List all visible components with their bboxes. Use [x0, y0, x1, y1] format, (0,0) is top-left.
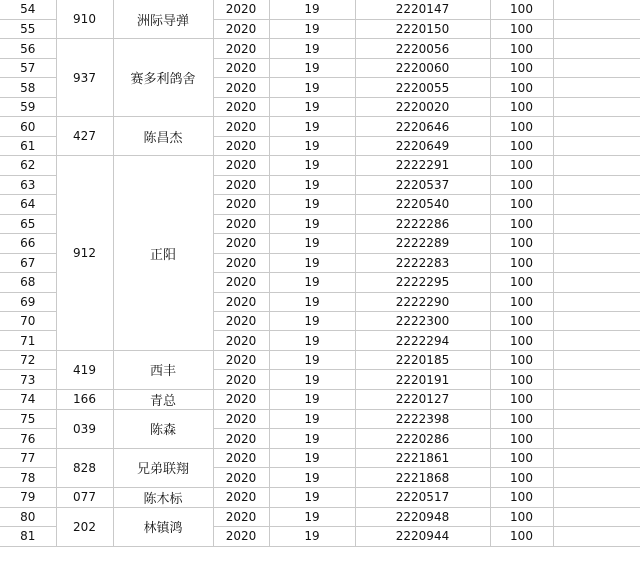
empty-cell — [553, 214, 640, 233]
region-code-cell: 19 — [269, 195, 355, 214]
empty-cell — [553, 39, 640, 58]
region-code-cell: 19 — [269, 175, 355, 194]
year-cell: 2020 — [213, 214, 269, 233]
row-number-cell: 80 — [0, 507, 56, 526]
empty-cell — [553, 0, 640, 19]
ring-number-cell: 2220060 — [355, 58, 490, 77]
region-code-cell: 19 — [269, 234, 355, 253]
region-code-cell: 19 — [269, 292, 355, 311]
empty-cell — [553, 78, 640, 97]
table-row — [0, 409, 640, 428]
year-cell: 2020 — [213, 448, 269, 467]
ring-number-cell: 2222291 — [355, 156, 490, 175]
score-cell: 100 — [490, 292, 553, 311]
year-cell: 2020 — [213, 507, 269, 526]
row-number-cell: 61 — [0, 136, 56, 155]
score-cell: 100 — [490, 156, 553, 175]
year-cell: 2020 — [213, 175, 269, 194]
owner-name-cell: 陈昌杰 — [113, 117, 213, 156]
region-code-cell: 19 — [269, 0, 355, 19]
ring-number-cell: 2220540 — [355, 195, 490, 214]
ring-number-cell: 2220185 — [355, 350, 490, 369]
score-cell: 100 — [490, 136, 553, 155]
empty-cell — [553, 527, 640, 546]
table-row — [0, 0, 640, 19]
owner-name-cell: 西丰 — [113, 350, 213, 389]
year-cell: 2020 — [213, 78, 269, 97]
owner-code-cell: 166 — [56, 389, 113, 409]
ring-number-cell: 2220191 — [355, 370, 490, 389]
ring-number-cell: 2220127 — [355, 389, 490, 409]
region-code-cell: 19 — [269, 19, 355, 38]
empty-cell — [553, 487, 640, 507]
empty-cell — [553, 507, 640, 526]
empty-cell — [553, 312, 640, 331]
ring-number-cell: 2221868 — [355, 468, 490, 487]
empty-cell — [553, 331, 640, 350]
row-number-cell: 78 — [0, 468, 56, 487]
owner-code-cell: 828 — [56, 448, 113, 487]
score-cell: 100 — [490, 0, 553, 19]
empty-cell — [553, 409, 640, 428]
empty-cell — [553, 468, 640, 487]
region-code-cell: 19 — [269, 507, 355, 526]
row-number-cell: 81 — [0, 527, 56, 546]
year-cell: 2020 — [213, 292, 269, 311]
score-cell: 100 — [490, 195, 553, 214]
empty-cell — [553, 19, 640, 38]
empty-cell — [553, 136, 640, 155]
row-number-cell: 65 — [0, 214, 56, 233]
score-cell: 100 — [490, 468, 553, 487]
owner-name-cell: 林镇鸿 — [113, 507, 213, 546]
owner-code-cell: 427 — [56, 117, 113, 156]
year-cell: 2020 — [213, 429, 269, 448]
region-code-cell: 19 — [269, 350, 355, 369]
year-cell: 2020 — [213, 370, 269, 389]
year-cell: 2020 — [213, 350, 269, 369]
year-cell: 2020 — [213, 389, 269, 409]
score-cell: 100 — [490, 78, 553, 97]
ring-number-cell: 2220055 — [355, 78, 490, 97]
score-cell: 100 — [490, 448, 553, 467]
ring-number-cell: 2220056 — [355, 39, 490, 58]
row-number-cell: 74 — [0, 389, 56, 409]
region-code-cell: 19 — [269, 39, 355, 58]
table-row — [0, 448, 640, 467]
year-cell: 2020 — [213, 195, 269, 214]
owner-name-cell: 兄弟联翔 — [113, 448, 213, 487]
owner-code-cell: 077 — [56, 487, 113, 507]
region-code-cell: 19 — [269, 312, 355, 331]
score-cell: 100 — [490, 507, 553, 526]
score-cell: 100 — [490, 39, 553, 58]
row-number-cell: 59 — [0, 97, 56, 116]
ring-number-cell: 2220649 — [355, 136, 490, 155]
score-cell: 100 — [490, 214, 553, 233]
row-number-cell: 70 — [0, 312, 56, 331]
table-row — [0, 350, 640, 369]
region-code-cell: 19 — [269, 527, 355, 546]
score-cell: 100 — [490, 58, 553, 77]
ring-number-cell: 2222289 — [355, 234, 490, 253]
row-number-cell: 55 — [0, 19, 56, 38]
region-code-cell: 19 — [269, 389, 355, 409]
owner-code-cell: 419 — [56, 350, 113, 389]
ring-number-cell: 2220286 — [355, 429, 490, 448]
row-number-cell: 64 — [0, 195, 56, 214]
ring-number-cell: 2220944 — [355, 527, 490, 546]
table-row — [0, 117, 640, 136]
row-number-cell: 73 — [0, 370, 56, 389]
row-number-cell: 54 — [0, 0, 56, 19]
score-cell: 100 — [490, 331, 553, 350]
ring-number-cell: 2221861 — [355, 448, 490, 467]
owner-code-cell: 202 — [56, 507, 113, 546]
table-row — [0, 487, 640, 507]
region-code-cell: 19 — [269, 97, 355, 116]
row-number-cell: 62 — [0, 156, 56, 175]
region-code-cell: 19 — [269, 136, 355, 155]
ring-number-cell: 2222286 — [355, 214, 490, 233]
row-number-cell: 60 — [0, 117, 56, 136]
ring-number-cell: 2220948 — [355, 507, 490, 526]
year-cell: 2020 — [213, 136, 269, 155]
row-number-cell: 63 — [0, 175, 56, 194]
ring-number-cell: 2222283 — [355, 253, 490, 272]
year-cell: 2020 — [213, 97, 269, 116]
row-number-cell: 71 — [0, 331, 56, 350]
empty-cell — [553, 117, 640, 136]
score-cell: 100 — [490, 409, 553, 428]
region-code-cell: 19 — [269, 214, 355, 233]
table-row — [0, 156, 640, 175]
score-cell: 100 — [490, 312, 553, 331]
score-cell: 100 — [490, 370, 553, 389]
empty-cell — [553, 253, 640, 272]
score-cell: 100 — [490, 389, 553, 409]
row-number-cell: 72 — [0, 350, 56, 369]
owner-name-cell: 陈森 — [113, 409, 213, 448]
ring-number-cell: 2222294 — [355, 331, 490, 350]
ring-number-cell: 2220537 — [355, 175, 490, 194]
empty-cell — [553, 58, 640, 77]
region-code-cell: 19 — [269, 448, 355, 467]
row-number-cell: 75 — [0, 409, 56, 428]
row-number-cell: 66 — [0, 234, 56, 253]
table-row — [0, 507, 640, 526]
empty-cell — [553, 175, 640, 194]
row-number-cell: 77 — [0, 448, 56, 467]
empty-cell — [553, 429, 640, 448]
owner-name-cell: 赛多利鸽舍 — [113, 39, 213, 117]
region-code-cell: 19 — [269, 78, 355, 97]
year-cell: 2020 — [213, 468, 269, 487]
year-cell: 2020 — [213, 156, 269, 175]
row-number-cell: 67 — [0, 253, 56, 272]
year-cell: 2020 — [213, 234, 269, 253]
score-cell: 100 — [490, 350, 553, 369]
region-code-cell: 19 — [269, 156, 355, 175]
row-number-cell: 76 — [0, 429, 56, 448]
year-cell: 2020 — [213, 273, 269, 292]
empty-cell — [553, 448, 640, 467]
owner-name-cell: 洲际导弹 — [113, 0, 213, 39]
score-cell: 100 — [490, 527, 553, 546]
empty-cell — [553, 234, 640, 253]
region-code-cell: 19 — [269, 487, 355, 507]
owner-code-cell: 910 — [56, 0, 113, 39]
row-number-cell: 58 — [0, 78, 56, 97]
row-number-cell: 56 — [0, 39, 56, 58]
owner-code-cell: 912 — [56, 156, 113, 351]
score-cell: 100 — [490, 234, 553, 253]
year-cell: 2020 — [213, 19, 269, 38]
empty-cell — [553, 389, 640, 409]
score-cell: 100 — [490, 19, 553, 38]
owner-code-cell: 937 — [56, 39, 113, 117]
region-code-cell: 19 — [269, 409, 355, 428]
score-cell: 100 — [490, 253, 553, 272]
score-cell: 100 — [490, 97, 553, 116]
ring-number-cell: 2220150 — [355, 19, 490, 38]
row-number-cell: 57 — [0, 58, 56, 77]
ring-number-cell: 2220646 — [355, 117, 490, 136]
empty-cell — [553, 370, 640, 389]
year-cell: 2020 — [213, 312, 269, 331]
year-cell: 2020 — [213, 527, 269, 546]
empty-cell — [553, 273, 640, 292]
region-code-cell: 19 — [269, 117, 355, 136]
region-code-cell: 19 — [269, 273, 355, 292]
score-cell: 100 — [490, 175, 553, 194]
year-cell: 2020 — [213, 117, 269, 136]
year-cell: 2020 — [213, 331, 269, 350]
region-code-cell: 19 — [269, 331, 355, 350]
ring-number-cell: 2222300 — [355, 312, 490, 331]
ring-number-cell: 2222398 — [355, 409, 490, 428]
score-cell: 100 — [490, 117, 553, 136]
owner-code-cell: 039 — [56, 409, 113, 448]
year-cell: 2020 — [213, 253, 269, 272]
empty-cell — [553, 292, 640, 311]
empty-cell — [553, 195, 640, 214]
year-cell: 2020 — [213, 487, 269, 507]
ring-number-cell: 2222295 — [355, 273, 490, 292]
score-cell: 100 — [490, 429, 553, 448]
owner-name-cell: 青总 — [113, 389, 213, 409]
row-number-cell: 69 — [0, 292, 56, 311]
region-code-cell: 19 — [269, 253, 355, 272]
table-row — [0, 39, 640, 58]
empty-cell — [553, 97, 640, 116]
owner-name-cell: 正阳 — [113, 156, 213, 351]
row-number-cell: 79 — [0, 487, 56, 507]
row-number-cell: 68 — [0, 273, 56, 292]
region-code-cell: 19 — [269, 468, 355, 487]
year-cell: 2020 — [213, 0, 269, 19]
region-code-cell: 19 — [269, 370, 355, 389]
year-cell: 2020 — [213, 409, 269, 428]
owner-name-cell: 陈木标 — [113, 487, 213, 507]
ring-number-cell: 2220147 — [355, 0, 490, 19]
empty-cell — [553, 156, 640, 175]
year-cell: 2020 — [213, 39, 269, 58]
ring-number-cell: 2220020 — [355, 97, 490, 116]
empty-cell — [553, 350, 640, 369]
year-cell: 2020 — [213, 58, 269, 77]
table-row — [0, 389, 640, 409]
score-cell: 100 — [490, 487, 553, 507]
region-code-cell: 19 — [269, 429, 355, 448]
ring-number-cell: 2222290 — [355, 292, 490, 311]
score-cell: 100 — [490, 273, 553, 292]
ring-number-cell: 2220517 — [355, 487, 490, 507]
region-code-cell: 19 — [269, 58, 355, 77]
